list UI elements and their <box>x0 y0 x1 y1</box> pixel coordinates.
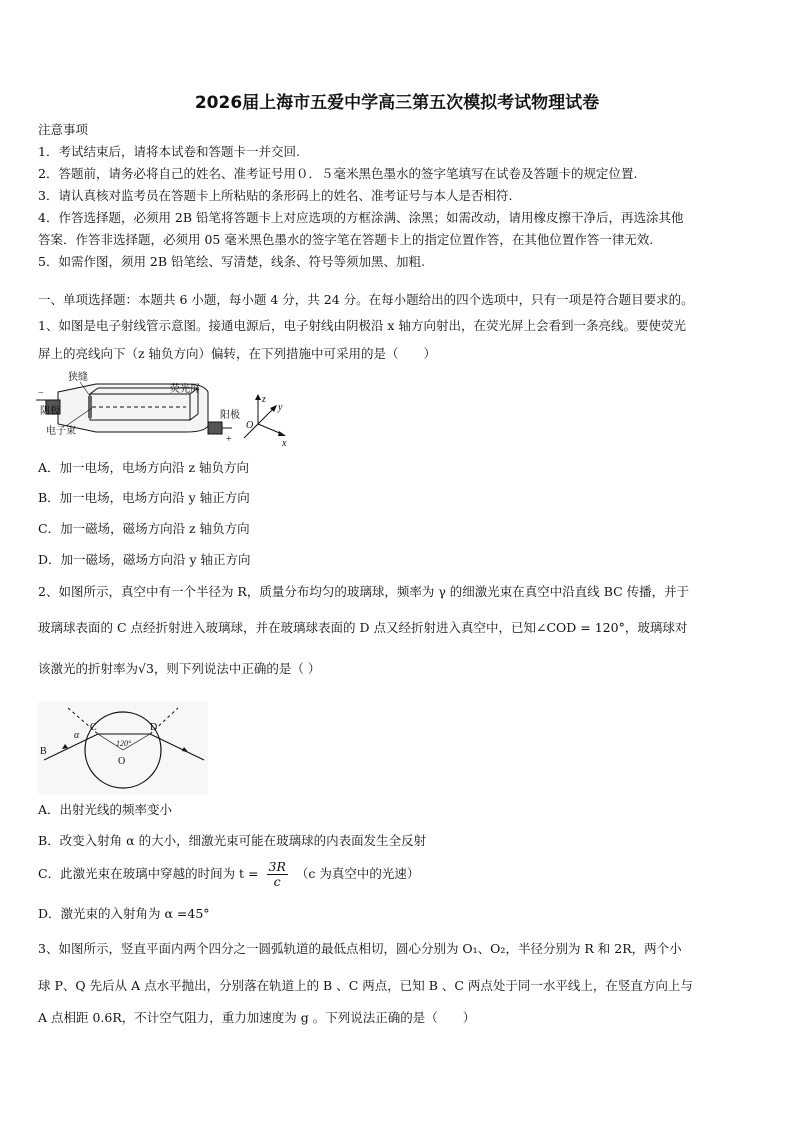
beam-label: 电子束 <box>46 426 76 437</box>
axis-z-label: z <box>262 394 266 405</box>
center-o-label: O <box>118 756 126 767</box>
electron-tube-figure <box>36 370 296 448</box>
glass-sphere-figure <box>38 702 208 794</box>
notice-item: 答案．作答非选择题，必须用 05 毫米黑色墨水的签字笔在答题卡上的指定位置作答，在其他位置作答一律无效. <box>38 232 654 247</box>
option-a: A．加一电场，电场方向沿 z 轴负方向 <box>38 460 250 475</box>
option-d: D．激光束的入射角为 α =45° <box>38 906 210 921</box>
question-2-stem: 2、如图所示，真空中有一个半径为 R，质量分布均匀的玻璃球，频率为 γ 的细激光束在真空中沿直线 BC 传播，并于 <box>38 584 690 599</box>
notice-heading: 注意事项 <box>38 122 89 137</box>
notice-item: 5．如需作图，须用 2B 铅笔绘、写清楚，线条、符号等须加黑、加粗. <box>38 254 426 269</box>
fraction-numerator: 3R <box>268 859 286 874</box>
notice-item: 2．答题前，请务必将自己的姓名、准考证号用０．５毫米黑色墨水的签字笔填写在试卷及答题卡的规定位置. <box>38 166 638 181</box>
anode-label: 阳极 <box>220 410 240 421</box>
notice-item: 3．请认真核对监考员在答题卡上所粘贴的条形码上的姓名、准考证号与本人是否相符. <box>38 188 513 203</box>
origin-label: O <box>246 420 254 431</box>
notice-item: 1．考试结束后，请将本试卷和答题卡一并交回. <box>38 144 300 159</box>
point-d-label: D <box>150 722 158 733</box>
option-c <box>38 860 419 889</box>
slit-label: 狭缝 <box>68 372 88 383</box>
axis-y-label: y <box>278 402 283 413</box>
question-2-stem: 玻璃球表面的 C 点经折射进入玻璃球，并在玻璃球表面的 D 点又经折射进入真空中，已知∠COD = 120°，玻璃球对 <box>38 620 688 635</box>
option-c: C．加一磁场，磁场方向沿 z 轴负方向 <box>38 521 250 536</box>
section-heading: 一、单项选择题：本题共 6 小题，每小题 4 分，共 24 分。在每小题给出的四个选项中，只有一项是符合题目要求的。 <box>38 292 694 307</box>
option-d: D．加一磁场，磁场方向沿 y 轴正方向 <box>38 552 251 567</box>
point-b-label: B <box>40 746 47 757</box>
time-fraction <box>267 860 288 889</box>
question-1-stem: 屏上的亮线向下（z 轴负方向）偏转，在下列措施中可采用的是（ ） <box>38 346 437 361</box>
page-title: 2026届上海市五爱中学高三第五次模拟考试物理试卷 <box>194 93 600 113</box>
option-c-suffix: （c 为真空中的光速） <box>295 866 420 881</box>
option-a: A．出射光线的频率变小 <box>38 802 173 817</box>
axis-x-label: x <box>282 438 287 448</box>
alpha-label: α <box>74 730 80 741</box>
question-3-stem: A 点相距 0.6R，不计空气阻力，重力加速度为 g 。下列说法正确的是（ ） <box>38 1010 476 1025</box>
option-c-prefix: C．此激光束在玻璃中穿越的时间为 t = <box>38 866 259 881</box>
angle-label: 120° <box>116 739 132 748</box>
screen-label: 荧光屏 <box>170 384 200 395</box>
notice-item: 4．作答选择题，必须用 2B 铅笔将答题卡上对应选项的方框涂满、涂黑；如需改动，请用橡皮擦干净后，再选涂其他 <box>38 210 684 225</box>
question-3-stem: 3、如图所示，竖直平面内两个四分之一圆弧轨道的最低点相切，圆心分别为 O₁、O₂，半径分别为 R 和 2R，两个小 <box>38 941 682 956</box>
cathode-label: 阴极 <box>40 406 60 417</box>
option-b: B．加一电场，电场方向沿 y 轴正方向 <box>38 490 250 505</box>
fraction-denominator: c <box>273 874 281 889</box>
question-2-stem: 该激光的折射率为√3，则下列说法中正确的是（ ） <box>38 661 321 676</box>
question-3-stem: 球 P、Q 先后从 A 点水平抛出，分别落在轨道上的 B 、C 两点，已知 B 、C 两点处于同一水平线上，在竖直方向上与 <box>38 978 693 993</box>
minus-sign: − <box>38 388 44 399</box>
option-b: B．改变入射角 α 的大小，细激光束可能在玻璃球的内表面发生全反射 <box>38 833 427 848</box>
point-c-label: C <box>90 722 97 733</box>
plus-sign: + <box>226 434 232 445</box>
question-1-stem: 1、如图是电子射线管示意图。接通电源后，电子射线由阴极沿 x 轴方向射出，在荧光屏上会看到一条亮线。要使荧光 <box>38 318 686 333</box>
